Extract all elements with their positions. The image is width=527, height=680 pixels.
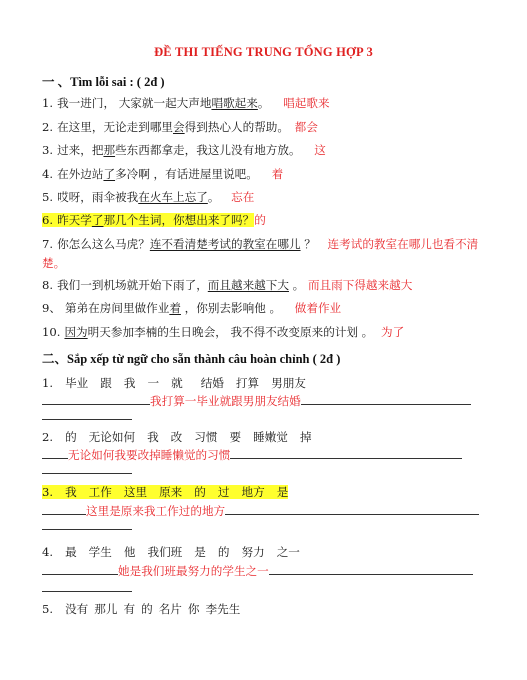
answer: 忘在 (231, 190, 255, 204)
answer-text: 她是我们班最努力的学生之一 (118, 564, 269, 578)
word-token: 是 (194, 545, 206, 559)
error-item-3: 3. 过来，把那些东西都拿走，我这儿没有地方放。 这 (42, 143, 326, 157)
error-item-9: 9、 第弟在房间里做作业着 ，你别去影响他 。 做着作业 (42, 301, 342, 315)
word-token: 名片 (158, 602, 182, 616)
blank-line (42, 446, 68, 459)
blank-line (42, 502, 86, 515)
word-token: 打算 (235, 376, 260, 390)
answer: 着 (271, 167, 284, 181)
answer: 这 (314, 143, 326, 157)
word-token: 5. (42, 602, 54, 616)
error-item-10: 10. 因为明天参加李楠的生日晚会， 我不得不改变原来的计划 。 为了 (42, 325, 405, 339)
answer-text: 我打算一毕业就跟男朋友结婚 (150, 394, 301, 408)
word-token: 是 (276, 485, 289, 499)
word-token: 的 (65, 430, 77, 444)
answer: 连考试的教室在哪儿也看不清楚。 (42, 237, 479, 270)
word-token: 我们班 (147, 545, 183, 559)
arrange-item-2 (42, 428, 492, 447)
word-token: 最 (65, 545, 77, 559)
word-token: 李先生 (205, 602, 241, 616)
arrange-item-4 (42, 543, 492, 562)
word-token: 无论如何 (88, 430, 136, 444)
answer-line-2[interactable] (42, 446, 492, 464)
word-token: 要 (229, 430, 242, 444)
word-token: 结婚 (200, 376, 224, 390)
word-token: 睡嫩觉 (253, 430, 288, 444)
blank-line (42, 562, 118, 575)
word-token: 的 (194, 485, 206, 499)
error-item-1: 1. 我一进门， 大家就一起大声地唱歌起来。 唱起歌来 (42, 96, 330, 110)
error-item-4: 4. 在外边站了多冷啊 ，有话进屋里说吧。 着 (42, 167, 284, 181)
word-token: 你 (187, 602, 200, 616)
blank-line (42, 392, 150, 405)
word-token: 改 (170, 430, 183, 444)
word-token: 那儿 (94, 602, 118, 616)
error-item-6: 6. 昨天学了那几个生词，你想出来了吗？的 (42, 213, 266, 227)
word-token: 没有 (65, 602, 89, 616)
blank-line (301, 392, 471, 405)
document-title: ĐỀ THI TIẾNG TRUNG TỔNG HỢP 3 (154, 45, 373, 59)
word-token: 这里 (123, 485, 148, 499)
word-token: 他 (123, 545, 136, 559)
section-1-heading: 一 、Tìm lỗi sai : ( 2đ ) (42, 75, 165, 89)
error-item-5: 5. 哎呀，雨伞被我在火车上忘了。 忘在 (42, 190, 255, 204)
word-token: 过 (217, 485, 230, 499)
error-item-8: 8. 我们一到机场就开始下雨了，而且越来越下大 。 而且雨下得越来越大 (42, 278, 413, 292)
blank-line (230, 446, 462, 459)
word-token: 工作 (88, 485, 112, 499)
word-token: 的 (217, 545, 230, 559)
answer: 都会 (294, 120, 318, 134)
answer: 做着作业 (294, 301, 342, 315)
word-token: 一 (147, 376, 160, 390)
word-token: 习惯 (194, 430, 218, 444)
word-token: 我 (147, 430, 159, 444)
word-token: 4. (42, 545, 54, 559)
word-token: 的 (141, 602, 153, 616)
word-token: 跟 (100, 376, 112, 390)
blank-line (42, 590, 132, 592)
word-token: 之一 (276, 545, 300, 559)
answer-text: 无论如何我要改掉睡懒觉的习惯 (68, 448, 231, 462)
word-token: 努力 (241, 545, 265, 559)
word-token: 男朋友 (271, 376, 306, 390)
word-token: 我 (123, 376, 136, 390)
word-token: 1. (42, 376, 54, 390)
blank-line (269, 562, 473, 575)
answer-line-1[interactable] (42, 392, 492, 410)
word-token (42, 485, 288, 499)
section-2-heading: 二、Sắp xếp từ ngữ cho sẵn thành câu hoàn chỉnh ( 2đ ) (42, 352, 341, 366)
word-token: 掉 (299, 430, 312, 444)
word-token: 原来 (159, 485, 183, 499)
word-token: 我 (65, 485, 77, 499)
word-token: 2. (42, 430, 54, 444)
answer-line-3[interactable] (42, 502, 492, 520)
word-token: 有 (123, 602, 136, 616)
answer-line-4[interactable] (42, 562, 492, 580)
blank-line (225, 502, 479, 515)
answer: 为了 (380, 325, 405, 339)
word-token: 地方 (241, 485, 265, 499)
arrange-item-3 (42, 483, 492, 502)
word-token: 学生 (88, 545, 112, 559)
arrange-item-1 (42, 374, 492, 393)
error-item-2: 2. 在这里，无论走到哪里会得到热心人的帮助。 都会 (42, 120, 318, 134)
answer: 的 (254, 213, 266, 227)
blank-line (42, 528, 132, 530)
word-token: 3. (42, 485, 54, 499)
blank-line (42, 472, 132, 474)
error-item-7: 7. 你怎么这么马虎？连不看清楚考试的教室在哪儿 ？ 连考试的教室在哪儿也看不清楚。 (42, 237, 479, 270)
answer: 唱起歌来 (283, 96, 330, 110)
arrange-item-5 (42, 600, 492, 619)
word-token: 就 (171, 376, 183, 390)
blank-line (42, 418, 132, 420)
word-token: 毕业 (65, 376, 89, 390)
answer: 而且雨下得越来越大 (307, 278, 413, 292)
answer-text: 这里是原来我工作过的地方 (86, 504, 226, 518)
